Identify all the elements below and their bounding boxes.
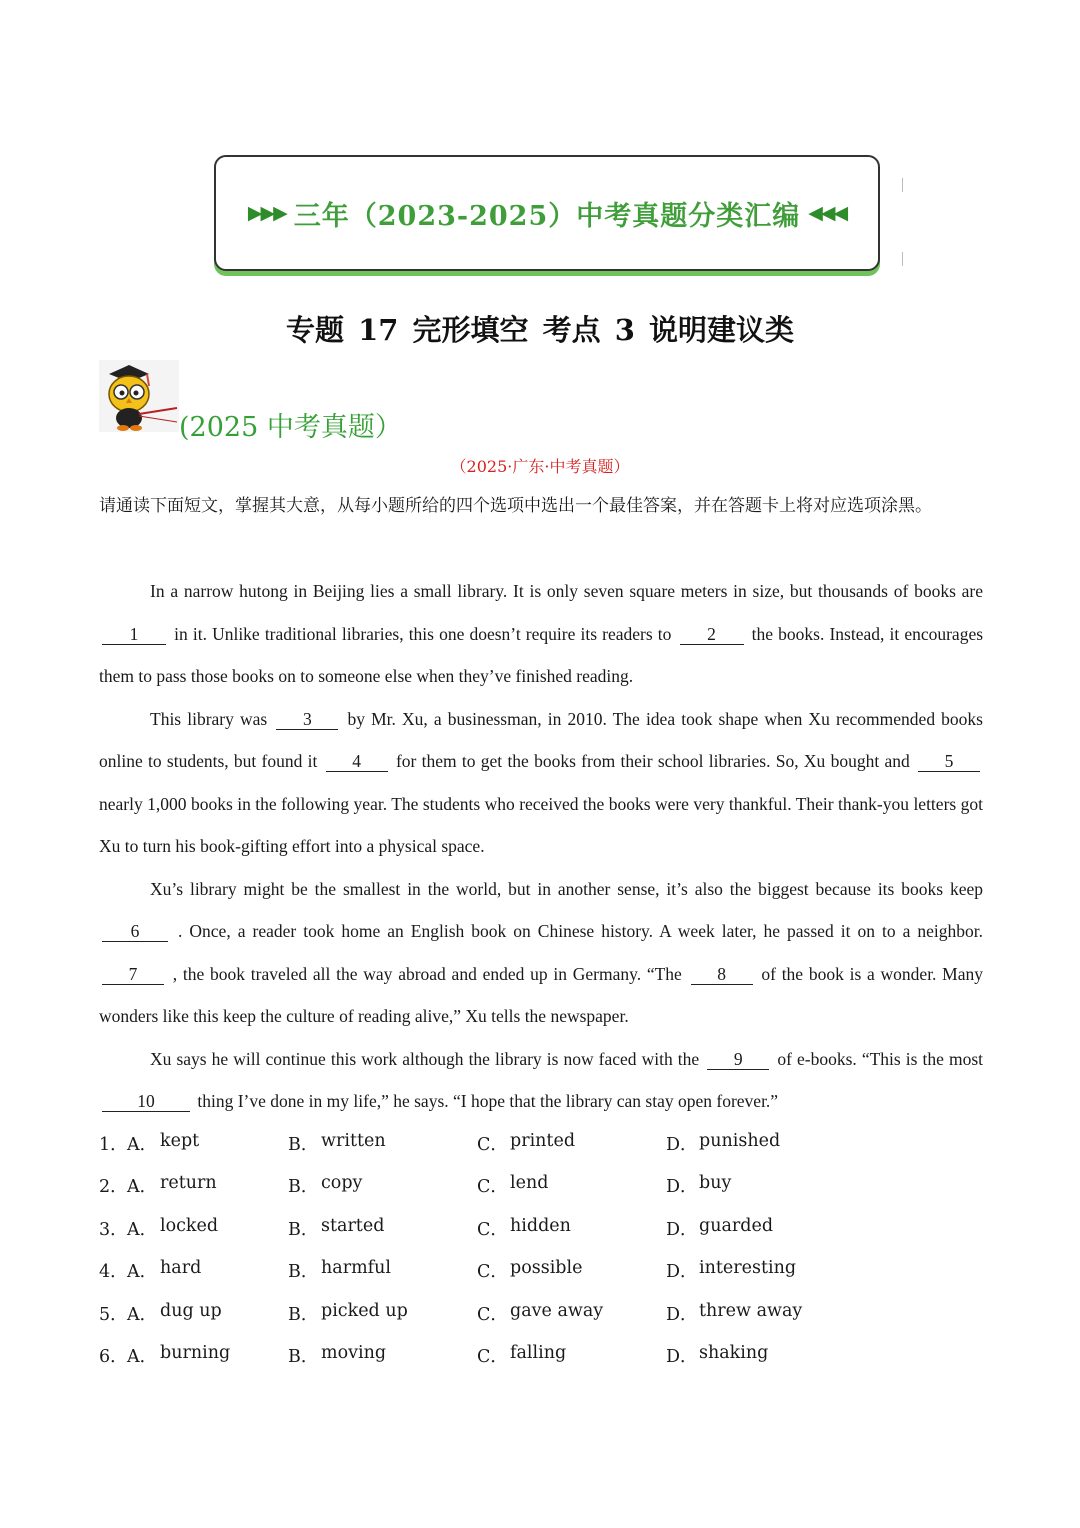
option-c[interactable]: possible (510, 1258, 583, 1279)
option-label: C． (477, 1177, 508, 1198)
option-label: A． (127, 1304, 158, 1325)
option-label: C． (477, 1262, 508, 1283)
option-row (99, 1292, 983, 1335)
passage-text: thing I’ve done in my life,” he says. “I hope that the library can stay open forever.” (197, 1091, 779, 1111)
section-heading: (2025 中考真题） (179, 412, 402, 443)
option-d[interactable]: shaking (699, 1343, 769, 1364)
passage-text: for them to get the books from their school libraries. So, Xu bought and (395, 751, 910, 771)
option-d[interactable]: interesting (699, 1258, 797, 1279)
option-label: D． (666, 1347, 698, 1368)
option-row (99, 1207, 983, 1250)
option-row (99, 1250, 983, 1293)
owl-mascot-icon (99, 360, 179, 432)
option-d[interactable]: buy (699, 1173, 732, 1194)
option-c[interactable]: gave away (510, 1300, 604, 1321)
passage-text: This library was (150, 708, 268, 729)
option-label: A． (127, 1347, 158, 1368)
option-b[interactable]: moving (321, 1343, 387, 1364)
passage-text: Xu’s library might be the smallest in the world, but in another sense, it’s also the biggest because its books keep (150, 878, 983, 899)
option-label: B． (288, 1262, 319, 1283)
passage-text: in it. Unlike traditional libraries, this one doesn’t require its readers to (174, 623, 672, 644)
option-row (99, 1122, 983, 1165)
option-c[interactable]: printed (510, 1130, 576, 1151)
question-number: 4． (99, 1262, 128, 1283)
question-source: （2025·广东·中考真题） (450, 457, 630, 476)
passage-text: by Mr. Xu, a businessman, in 2010. The idea took shape when Xu recommended books online to students, but found it (99, 708, 983, 771)
option-b[interactable]: written (321, 1130, 386, 1151)
option-c[interactable]: lend (510, 1173, 549, 1194)
option-label: D． (666, 1304, 698, 1325)
right-arrows-icon: ◀◀◀ (808, 202, 847, 224)
option-label: C． (477, 1219, 508, 1240)
blank-7: 7 (102, 965, 164, 985)
question-number: 3． (99, 1219, 128, 1240)
option-d[interactable]: threw away (699, 1300, 803, 1321)
blank-4: 4 (326, 752, 388, 772)
left-arrows-icon: ▶▶▶ (247, 202, 286, 224)
option-label: C． (477, 1304, 508, 1325)
option-label: A． (127, 1177, 158, 1198)
question-number: 6． (99, 1347, 128, 1368)
series-banner (214, 155, 880, 271)
margin-tick (902, 178, 903, 192)
option-label: D． (666, 1134, 698, 1155)
passage-text: of e-books. “This is the most (777, 1048, 984, 1069)
option-a[interactable]: dug up (160, 1300, 222, 1321)
margin-tick (902, 252, 903, 266)
option-label: D． (666, 1219, 698, 1240)
banner-title: 三年（2023-2025）中考真题分类汇编 (293, 200, 801, 232)
paragraph-3 (99, 868, 983, 1038)
option-label: A． (127, 1219, 158, 1240)
option-b[interactable]: picked up (321, 1300, 408, 1321)
option-b[interactable]: started (321, 1215, 385, 1236)
option-label: D． (666, 1177, 698, 1198)
option-row (99, 1165, 983, 1208)
option-label: A． (127, 1134, 158, 1155)
passage-text: nearly 1,000 books in the following year. The students who received the books were very thankful. Their thank-you letters got Xu to turn his book-gifting effort into a physical space. (99, 793, 983, 856)
blank-6: 6 (102, 922, 168, 942)
blank-10: 10 (102, 1092, 190, 1112)
option-label: D． (666, 1262, 698, 1283)
passage-text: . Once, a reader took home an English book on Chinese history. A week later, he passed it on to a neighbor. (178, 921, 983, 941)
option-a[interactable]: kept (160, 1130, 200, 1151)
option-label: B． (288, 1177, 319, 1198)
paragraph-2 (99, 698, 983, 868)
question-number: 2． (99, 1177, 128, 1198)
blank-9: 9 (707, 1050, 769, 1070)
option-a[interactable]: hard (160, 1258, 202, 1279)
blank-2: 2 (680, 625, 744, 645)
option-b[interactable]: copy (321, 1173, 363, 1194)
page-title: 专题 17 完形填空 考点 3 说明建议类 (285, 313, 795, 347)
paragraph-1 (99, 570, 983, 698)
option-d[interactable]: guarded (699, 1215, 774, 1236)
passage (99, 570, 983, 1123)
option-label: C． (477, 1347, 508, 1368)
option-a[interactable]: burning (160, 1343, 231, 1364)
option-d[interactable]: punished (699, 1130, 781, 1151)
passage-text: , the book traveled all the way abroad and ended up in Germany. “The (172, 963, 682, 984)
blank-3: 3 (276, 710, 338, 730)
option-c[interactable]: falling (510, 1343, 567, 1364)
option-label: A． (127, 1262, 158, 1283)
passage-text: of the book is a wonder. Many wonders like this keep the culture of reading alive,” Xu tells the newspaper. (99, 963, 984, 1026)
question-number: 1． (99, 1134, 128, 1155)
option-label: C． (477, 1134, 508, 1155)
blank-8: 8 (691, 965, 753, 985)
question-number: 5． (99, 1304, 128, 1325)
blank-1: 1 (102, 625, 166, 645)
blank-5: 5 (918, 752, 980, 772)
option-label: B． (288, 1304, 319, 1325)
passage-text: In a narrow hutong in Beijing lies a small library. It is only seven square meters in size, but thousands of books are (150, 581, 983, 601)
option-a[interactable]: locked (160, 1215, 219, 1236)
option-a[interactable]: return (160, 1173, 217, 1194)
answer-options (99, 1122, 983, 1377)
option-row (99, 1335, 983, 1378)
option-b[interactable]: harmful (321, 1258, 392, 1279)
option-label: B． (288, 1134, 319, 1155)
passage-text: the books. Instead, it encourages them to pass those books on to someone else when they’ve finished reading. (99, 623, 984, 686)
option-label: B． (288, 1219, 319, 1240)
passage-text: Xu says he will continue this work although the library is now faced with the (150, 1048, 700, 1069)
paragraph-4 (99, 1038, 983, 1123)
option-c[interactable]: hidden (510, 1215, 571, 1236)
option-label: B． (288, 1347, 319, 1368)
instruction: 请通读下面短文，掌握其大意，从每小题所给的四个选项中选出一个最佳答案，并在答题卡上将对应选项涂黑。 (99, 496, 932, 516)
